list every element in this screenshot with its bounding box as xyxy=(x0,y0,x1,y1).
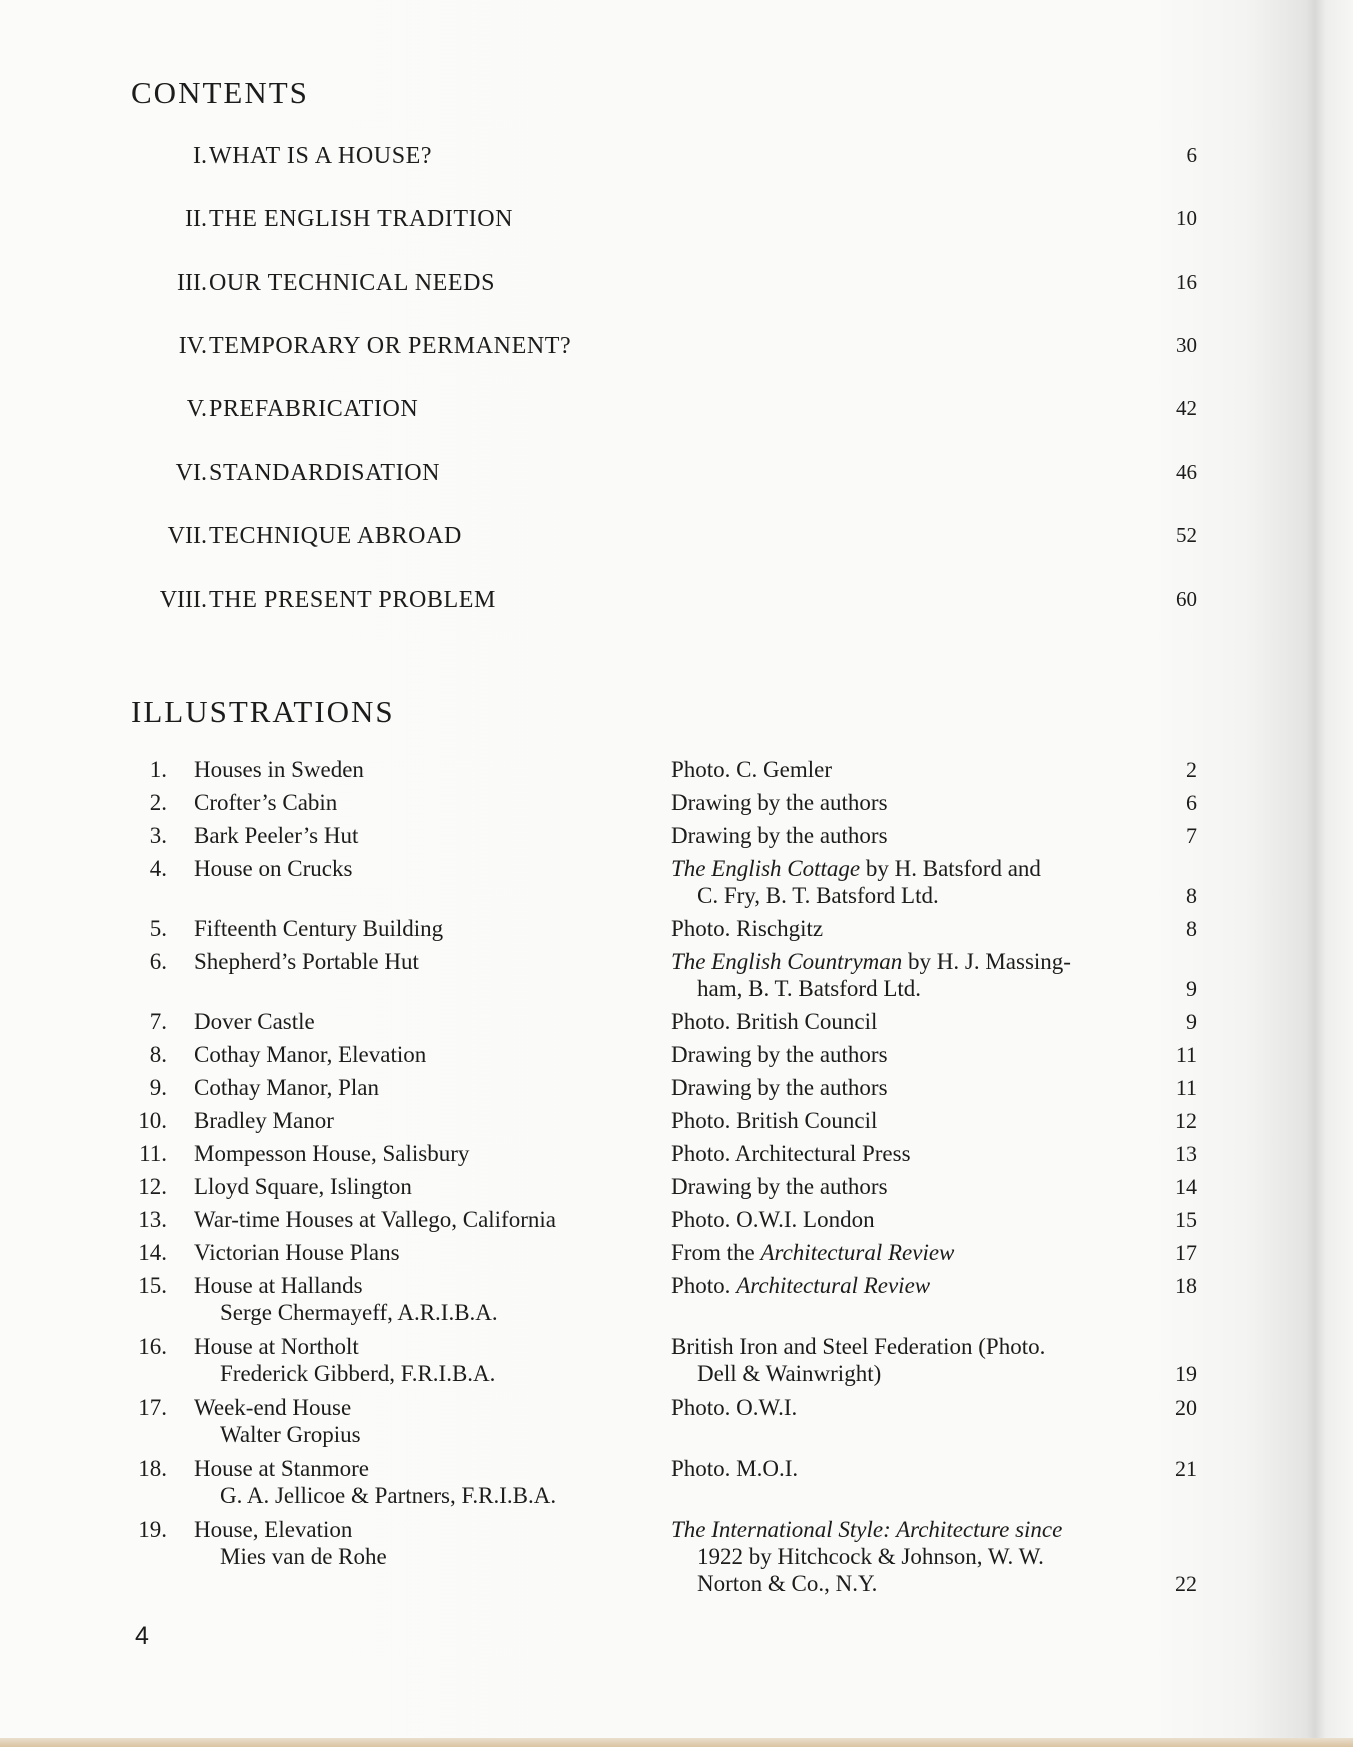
credit-text: Photo. Rischgitz xyxy=(671,916,824,941)
credit-text: Photo. Architectural Press xyxy=(671,1141,911,1166)
credit-line xyxy=(671,756,1147,783)
illustration-title-block xyxy=(194,1173,412,1200)
contents-entry xyxy=(0,460,1353,494)
illustration-architect: Serge Chermayeff, A.R.I.B.A. xyxy=(220,1300,498,1325)
credit-text: Drawing by the authors xyxy=(671,1174,888,1199)
chapter-page: 6 xyxy=(1186,143,1197,167)
illustration-page: 19 xyxy=(1175,1361,1197,1386)
illustration-title: Lloyd Square, Islington xyxy=(194,1174,412,1199)
chapter-title: PREFABRICATION xyxy=(209,396,419,422)
credit-line xyxy=(671,1516,1147,1543)
contents-entry xyxy=(0,523,1353,557)
illustration-page: 21 xyxy=(1175,1456,1197,1481)
illustration-title: Mompesson House, Salisbury xyxy=(194,1141,470,1166)
credit-line xyxy=(671,1333,1147,1360)
illustration-title: Cothay Manor, Plan xyxy=(194,1075,379,1100)
chapter-title: WHAT IS A HOUSE? xyxy=(209,143,433,169)
illustration-title: House at Northolt xyxy=(194,1334,359,1359)
credit-line xyxy=(671,1107,1147,1134)
credit-continuation: Norton & Co., N.Y. xyxy=(697,1571,878,1596)
illustration-credit xyxy=(671,915,1147,942)
illustration-architect: G. A. Jellicoe & Partners, F.R.I.B.A. xyxy=(220,1483,557,1508)
illustration-credit xyxy=(671,1333,1147,1387)
illustration-title-block xyxy=(194,948,419,975)
illustration-title: House at Stanmore xyxy=(194,1456,370,1481)
illustration-number: 8. xyxy=(149,1042,167,1067)
illustration-page: 13 xyxy=(1175,1141,1197,1166)
credit-line xyxy=(671,1140,1147,1167)
credit-text: Drawing by the authors xyxy=(671,1042,888,1067)
illustration-page: 12 xyxy=(1175,1108,1197,1133)
contents-entry xyxy=(0,270,1353,304)
illustration-title-block xyxy=(194,1206,556,1233)
illustration-architect: Mies van de Rohe xyxy=(220,1544,387,1569)
illustration-title-block xyxy=(194,1516,387,1570)
credit-prefix: Photo. xyxy=(671,1273,737,1298)
illustration-number: 1. xyxy=(149,757,167,782)
chapter-page: 10 xyxy=(1176,206,1197,230)
illustration-title: Dover Castle xyxy=(194,1009,315,1034)
credit-line xyxy=(671,1394,1147,1421)
credit-text: British Iron and Steel Federation (Photo. xyxy=(671,1334,1046,1359)
credit-line xyxy=(671,1041,1147,1068)
credit-line xyxy=(671,1008,1147,1035)
illustration-page: 11 xyxy=(1175,1075,1197,1100)
illustration-title: Crofter’s Cabin xyxy=(194,790,338,815)
illustration-title-block xyxy=(194,1455,556,1509)
chapter-numeral: I. xyxy=(193,143,207,169)
credit-text: by H. J. Massing- xyxy=(902,949,1071,974)
illustration-credit xyxy=(671,1074,1147,1101)
credit-text: by H. Batsford and xyxy=(860,856,1041,881)
illustration-page: 15 xyxy=(1175,1207,1197,1232)
credit-text: Photo. British Council xyxy=(671,1009,878,1034)
illustration-title-block xyxy=(194,915,443,942)
chapter-numeral: IV. xyxy=(178,333,207,359)
illustration-title: Fifteenth Century Building xyxy=(194,916,444,941)
illustration-credit xyxy=(671,948,1147,1002)
illustration-title-block xyxy=(194,1008,315,1035)
illustration-title: Week-end House xyxy=(194,1395,352,1420)
illustration-page: 20 xyxy=(1175,1395,1197,1420)
contents-entry xyxy=(0,206,1353,240)
contents-entry xyxy=(0,587,1353,621)
page-bottom-edge xyxy=(0,1738,1353,1747)
illustration-page: 22 xyxy=(1175,1571,1197,1596)
credit-text: Drawing by the authors xyxy=(671,1075,888,1100)
illustration-title: Houses in Sweden xyxy=(194,757,364,782)
chapter-page: 42 xyxy=(1176,396,1197,420)
credit-text: Photo. British Council xyxy=(671,1108,878,1133)
credit-line xyxy=(671,1173,1147,1200)
illustration-number: 12. xyxy=(138,1174,167,1199)
illustration-credit xyxy=(671,1107,1147,1134)
page-number: 4 xyxy=(135,1622,149,1650)
illustration-credit xyxy=(671,1041,1147,1068)
chapter-page: 30 xyxy=(1176,333,1197,357)
credit-text: Photo. C. Gemler xyxy=(671,757,832,782)
contents-entry xyxy=(0,333,1353,367)
credit-continuation: C. Fry, B. T. Batsford Ltd. xyxy=(697,883,939,908)
illustration-page: 18 xyxy=(1175,1273,1197,1298)
illustration-credit xyxy=(671,1173,1147,1200)
illustration-credit xyxy=(671,855,1147,909)
chapter-title: TECHNIQUE ABROAD xyxy=(209,523,462,549)
illustration-number: 5. xyxy=(149,916,167,941)
illustration-page: 9 xyxy=(1186,976,1197,1001)
illustration-page: 6 xyxy=(1186,790,1197,815)
illustration-page: 11 xyxy=(1175,1042,1197,1067)
credit-line xyxy=(671,1074,1147,1101)
credit-text: Photo. O.W.I. xyxy=(671,1395,798,1420)
chapter-title: TEMPORARY OR PERMANENT? xyxy=(209,333,572,359)
credit-publication: Architectural Review xyxy=(736,1273,931,1298)
credit-line xyxy=(671,855,1147,882)
illustration-title-block xyxy=(194,1239,400,1266)
illustration-credit xyxy=(671,1455,1147,1482)
illustration-title-block xyxy=(194,1272,498,1326)
contents-heading: CONTENTS xyxy=(131,75,309,110)
chapter-page: 52 xyxy=(1176,523,1197,547)
illustration-number: 7. xyxy=(149,1009,167,1034)
credit-line xyxy=(671,915,1147,942)
illustration-page: 8 xyxy=(1186,883,1197,908)
illustration-architect: Frederick Gibberd, F.R.I.B.A. xyxy=(220,1361,496,1386)
chapter-numeral: II. xyxy=(185,206,207,232)
illustration-credit xyxy=(671,1516,1147,1597)
credit-publication: The English Countryman xyxy=(671,949,903,974)
illustration-title: Cothay Manor, Elevation xyxy=(194,1042,427,1067)
illustration-number: 6. xyxy=(149,949,167,974)
illustration-title: War-time Houses at Vallego, California xyxy=(194,1207,556,1232)
illustration-credit xyxy=(671,789,1147,816)
illustration-page: 17 xyxy=(1175,1240,1197,1265)
illustration-title-block xyxy=(194,756,364,783)
contents-entry xyxy=(0,396,1353,430)
credit-publication: The International Style: Architecture since xyxy=(671,1517,1063,1542)
illustration-number: 3. xyxy=(149,823,167,848)
credit-line xyxy=(671,1272,1147,1299)
illustration-credit xyxy=(671,756,1147,783)
illustration-number: 15. xyxy=(138,1273,167,1298)
chapter-title: STANDARDISATION xyxy=(209,460,441,486)
illustration-page: 7 xyxy=(1186,823,1197,848)
illustration-number: 16. xyxy=(138,1334,167,1359)
illustration-number: 13. xyxy=(138,1207,167,1232)
illustration-page: 14 xyxy=(1175,1174,1197,1199)
illustration-credit xyxy=(671,1206,1147,1233)
illustration-number: 9. xyxy=(149,1075,167,1100)
credit-line xyxy=(671,1206,1147,1233)
illustration-page: 8 xyxy=(1186,916,1197,941)
illustration-title-block xyxy=(194,1140,469,1167)
illustration-number: 11. xyxy=(139,1141,167,1166)
illustration-credit xyxy=(671,1008,1147,1035)
credit-line xyxy=(671,1455,1147,1482)
illustration-title-block xyxy=(194,789,337,816)
illustration-number: 14. xyxy=(138,1240,167,1265)
chapter-title: OUR TECHNICAL NEEDS xyxy=(209,270,496,296)
illustration-page: 2 xyxy=(1186,757,1197,782)
illustration-page: 9 xyxy=(1186,1009,1197,1034)
illustration-title-block xyxy=(194,1041,426,1068)
chapter-numeral: V. xyxy=(186,396,207,422)
illustration-title-block xyxy=(194,1107,334,1134)
illustration-title: Shepherd’s Portable Hut xyxy=(194,949,419,974)
illustration-title: Victorian House Plans xyxy=(194,1240,400,1265)
chapter-page: 60 xyxy=(1176,587,1197,611)
credit-text: Drawing by the authors xyxy=(671,790,888,815)
illustration-number: 17. xyxy=(138,1395,167,1420)
illustration-number: 2. xyxy=(149,790,167,815)
credit-continuation: Dell & Wainwright) xyxy=(697,1361,882,1386)
credit-text: Drawing by the authors xyxy=(671,823,888,848)
credit-text: Photo. M.O.I. xyxy=(671,1456,799,1481)
credit-text: Photo. O.W.I. London xyxy=(671,1207,875,1232)
credit-publication: The English Cottage xyxy=(671,856,861,881)
illustration-title-block xyxy=(194,1333,495,1387)
illustration-number: 4. xyxy=(149,856,167,881)
chapter-title: THE PRESENT PROBLEM xyxy=(209,587,496,613)
chapter-numeral: VII. xyxy=(167,523,207,549)
illustration-credit xyxy=(671,1394,1147,1421)
illustration-credit xyxy=(671,1272,1147,1299)
illustration-title: House on Crucks xyxy=(194,856,353,881)
illustration-title-block xyxy=(194,1074,379,1101)
illustration-title: House, Elevation xyxy=(194,1517,353,1542)
chapter-title: THE ENGLISH TRADITION xyxy=(209,206,514,232)
illustration-title-block xyxy=(194,855,352,882)
illustrations-heading: ILLUSTRATIONS xyxy=(131,694,395,729)
credit-continuation: ham, B. T. Batsford Ltd. xyxy=(697,976,922,1001)
credit-prefix: From the xyxy=(671,1240,761,1265)
illustration-architect: Walter Gropius xyxy=(220,1422,361,1447)
credit-publication: Architectural Review xyxy=(760,1240,955,1265)
illustration-title: Bradley Manor xyxy=(194,1108,334,1133)
illustration-title: House at Hallands xyxy=(194,1273,363,1298)
contents-entry xyxy=(0,143,1353,177)
credit-line xyxy=(671,789,1147,816)
credit-line xyxy=(671,822,1147,849)
chapter-numeral: VIII. xyxy=(159,587,207,613)
credit-line xyxy=(671,948,1147,975)
illustration-number: 10. xyxy=(138,1108,167,1133)
chapter-page: 16 xyxy=(1176,270,1197,294)
chapter-numeral: III. xyxy=(177,270,207,296)
credit-line xyxy=(671,1239,1147,1266)
illustration-number: 19. xyxy=(138,1517,167,1542)
illustration-credit xyxy=(671,822,1147,849)
illustration-number: 18. xyxy=(138,1456,167,1481)
illustration-title-block xyxy=(194,1394,361,1448)
chapter-page: 46 xyxy=(1176,460,1197,484)
illustration-title: Bark Peeler’s Hut xyxy=(194,823,359,848)
chapter-numeral: VI. xyxy=(175,460,207,486)
illustration-credit xyxy=(671,1239,1147,1266)
illustration-title-block xyxy=(194,822,358,849)
illustration-credit xyxy=(671,1140,1147,1167)
credit-continuation: 1922 by Hitchcock & Johnson, W. W. xyxy=(697,1544,1044,1569)
